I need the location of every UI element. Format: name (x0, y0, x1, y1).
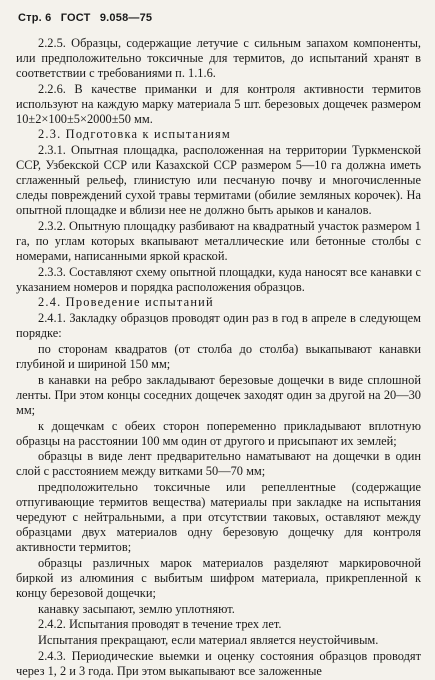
clause-2-4-2: 2.4.2. Испытания проводят в течение трех лет. (38, 617, 282, 632)
document-body (16, 36, 421, 680)
clause-2-4-1: 2.4.1. Закладку образцов проводят один раз в год в апреле в следующем порядке: (16, 311, 421, 341)
step-birch-boards: в канавки на ребро закладывают березовые дощечки в виде сплошной ленты. При этом концы соседних дощечек заходят один за другой на 20—30 мм; (16, 372, 421, 417)
termination-note: Испытания прекращают, если материал является неустойчивым. (38, 633, 379, 648)
step-marking-tags: образцы различных марок материалов разделяют маркировочной биркой из алюминия с выбитым шифром материала, прикрепленной к концу березовой дощечки; (16, 555, 421, 600)
clause-2-3-1: 2.3.1. Опытная площадка, расположенная на территории Туркменской ССР, Узбекской ССР или Казахской ССР размером 5—10 га должна иметь сглаженный рельеф, глинистую или песчаную почву и многочисленные следы повреждений сухой травы термитами (обилие земляных корочек). На опытной площадке и вблизи нее не должно быть арыков и каналов. (16, 143, 421, 217)
clause-2-3-2: 2.3.2. Опытную площадку разбивают на квадратный участок размером 1 га, по углам которых вкапывают металлические или бетонные столбы с номерами, написанными яркой краской. (16, 218, 421, 263)
section-heading-2-3: 2.3. Подготовка к испытаниям (38, 127, 231, 142)
step-tape-samples: образцы в виде лент предварительно наматывают на дощечки в один слой с расстоянием между витками 50—70 мм; (16, 449, 421, 479)
page-number: Стр. 6 (18, 12, 52, 24)
clause-2-2-6: 2.2.6. В качестве приманки и для контроля активности термитов используют на каждую марку материала 5 шт. березовых дощечек размером 10±2×100±5×2000±50 мм. (16, 81, 421, 126)
clause-2-4-3: 2.4.3. Периодические выемки и оценку состояния образцов проводят через 1, 2 и 3 года. При этом выкапывают все заложенные (16, 649, 421, 679)
section-heading-2-4: 2.4. Проведение испытаний (38, 295, 214, 310)
step-backfill: канавку засыпают, землю уплотняют. (38, 601, 235, 616)
clause-2-3-3: 2.3.3. Составляют схему опытной площадки, куда наносят все канавки с указанием номеров и порядка расположения образцов. (16, 264, 421, 294)
clause-2-2-5: 2.2.5. Образцы, содержащие летучие с сильным запахом компоненты, или предположительно токсичные для термитов, до испытаний хранят в соответствии с требованиями п. 1.1.6. (16, 36, 421, 80)
step-trenches: по сторонам квадратов (от столба до столба) выкапывают канавки глубиной и шириной 150 мм; (16, 342, 421, 372)
step-toxic-materials: предположительно токсичные или репеллентные (содержащие отпугивающие термитов вещества) материалы при закладке на испытания чередуют с нейтральными, а при отсутствии таковых, оставляют между образцами двух материалов одну березовую дощечку для контроля активности термитов; (16, 480, 421, 554)
step-place-samples: к дощечкам с обеих сторон попеременно прикладывают вплотную образцы на расстоянии 100 мм один от другого и присыпают их землей; (16, 418, 421, 448)
doc-number: 9.058—75 (99, 12, 153, 24)
gost-label: ГОСТ (60, 12, 91, 24)
page-header (18, 12, 158, 24)
